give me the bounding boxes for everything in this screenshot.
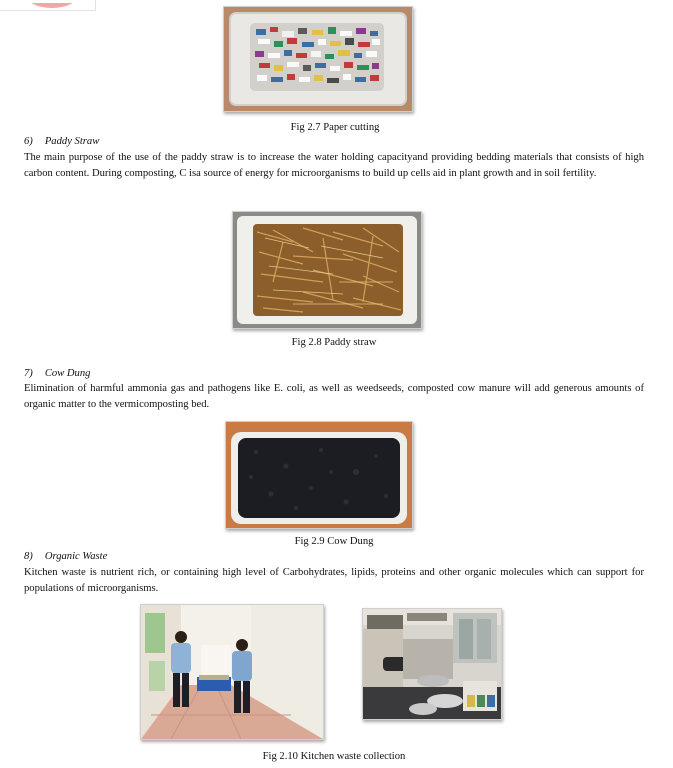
figure-kitchen-image xyxy=(362,608,502,720)
section-heading-organic-waste xyxy=(24,550,107,564)
section-title: Cow Dung xyxy=(44,368,91,379)
figure-caption-kitchen-waste: Fig 2.10 Kitchen waste collection xyxy=(262,751,406,762)
section-title: Organic Waste xyxy=(44,551,108,562)
section-heading-cow-dung xyxy=(24,367,90,381)
figure-paper-cutting-image xyxy=(223,6,413,112)
figure-paddy-straw-image xyxy=(232,211,422,329)
section-title: Paddy Straw xyxy=(44,136,100,147)
section-text-organic-waste: Kitchen waste is nutrient rich, or containing high level of Carbohydrates, lipids, proteins and other organic molecules which can support for populations of microorganisms. xyxy=(24,567,644,594)
section-text-cow-dung: Elimination of harmful ammonia gas and pathogens like E. coli, as well as weedseeds, composted cow manure will add generous amounts of organic matter to the vermicomposting bed. xyxy=(24,383,644,410)
section-number: 7) xyxy=(24,368,33,379)
figure-cow-dung-image xyxy=(225,421,413,529)
figure-kitchen-waste-corridor-image xyxy=(140,604,324,740)
section-number: 8) xyxy=(24,551,33,562)
section-number: 6) xyxy=(24,136,33,147)
figure-caption-paper-cutting: Fig 2.7 Paper cutting xyxy=(290,122,380,133)
section-heading-paddy-straw xyxy=(24,135,99,149)
top-left-fragment xyxy=(0,0,96,11)
figure-caption-paddy-straw: Fig 2.8 Paddy straw xyxy=(291,337,377,348)
figure-caption-cow-dung: Fig 2.9 Cow Dung xyxy=(294,536,374,547)
logo-fragment-icon xyxy=(0,3,95,11)
section-text-paddy-straw: The main purpose of the use of the paddy straw is to increase the water holding capacityand providing bedding materials that consists of high carbon content. During composting, C isa source of energy for microorganisms to build up cells aid in plant growth and in soil fertility. xyxy=(24,152,644,179)
